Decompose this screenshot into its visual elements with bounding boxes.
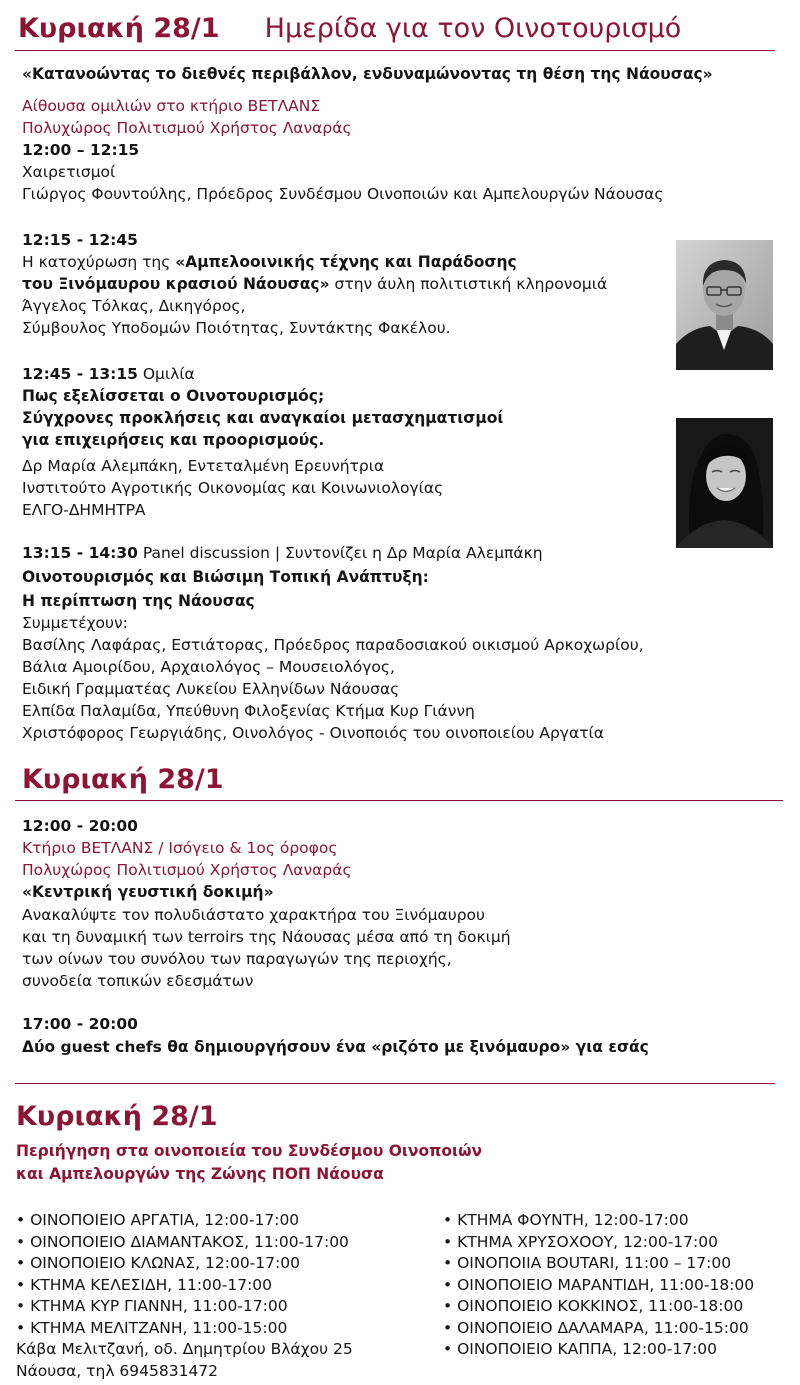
winery-list-item: • ΟΙΝΟΠΟΙΕΙΟ ΑΡΓΑΤΙΑ, 12:00-17:00 xyxy=(16,1211,300,1229)
winery-list-item: • ΟΙΝΟΠΟΙΕΙΟ ΚΛΩΝΑΣ, 12:00-17:00 xyxy=(16,1254,300,1272)
s2-line1-bold: «Αμπελοοινικής τέχνης και Παράδοσης xyxy=(175,253,517,271)
winery-list-item: Κάβα Μελιτζανή, οδ. Δημητρίου Βλάχου 25 xyxy=(16,1340,353,1358)
s4-line8: Χριστόφορος Γεωργιάδης, Οινολόγος - Οινοποιός του οινοποιείου Αργατία xyxy=(22,724,604,742)
winery-list-item: • ΟΙΝΟΠΟΙΕΙΟ ΜΑΡΑΝΤΙΔΗ, 11:00-18:00 xyxy=(443,1275,755,1294)
s4-line7: Ελπίδα Παλαμίδα, Υπεύθυνη Φιλοξενίας Κτήμα Κυρ Γιάννη xyxy=(22,702,475,720)
winery-list-item: • ΟΙΝΟΠΟΙΙΑ BOUTARI, 11:00 – 17:00 xyxy=(443,1254,732,1272)
section3-day: Κυριακή 28/1 xyxy=(16,1101,218,1132)
section2-event2: Δύο guest chefs θα δημιουργήσουν ένα «ριζότο με ξινόμαυρο» για εσάς xyxy=(22,1038,649,1056)
section2-venue1: Κτήριο ΒΕΤΛΑΝΣ / Ισόγειο & 1ος όροφος xyxy=(22,839,338,857)
s4-line4: Βασίλης Λαφάρας, Εστιάτορας, Πρόεδρος παραδοσιακού οικισμού Αρκοχωρίου, xyxy=(22,636,644,654)
section2-desc3: των οίνων του συνόλου των παραγωγών της περιοχής, xyxy=(22,950,452,968)
section1-day: Κυριακή 28/1 xyxy=(18,13,220,44)
s4-line3: Συμμετέχουν: xyxy=(22,614,128,632)
s4-line6: Ειδική Γραμματέας Λυκείου Ελληνίδων Νάουσας xyxy=(22,680,400,698)
s2-line2 xyxy=(22,274,607,294)
s3-line4: Δρ Μαρία Αλεμπάκη, Εντεταλμένη Ερευνήτρια xyxy=(22,457,385,475)
s3-line3: για επιχειρήσεις και προορισμούς. xyxy=(22,431,325,449)
s1-time: 12:00 – 12:15 xyxy=(22,141,140,159)
section2-rule xyxy=(15,800,783,801)
s3-time: 12:45 - 13:15 xyxy=(22,365,138,383)
s2-time: 12:15 - 12:45 xyxy=(22,231,138,249)
s3-line2: Σύγχρονες προκλήσεις και αναγκαίοι μετασχηματισμοί xyxy=(22,409,504,427)
speaker-photo-man xyxy=(676,240,773,370)
s3-line6: ΕΛΓΟ-ΔΗΜΗΤΡΑ xyxy=(22,501,146,519)
winery-list-item: • ΟΙΝΟΠΟΙΕΙΟ ΔΑΛΑΜΑΡΑ, 11:00-15:00 xyxy=(443,1318,749,1337)
s4-line1: Οινοτουρισμός και Βιώσιμη Τοπική Ανάπτυξη: xyxy=(22,568,429,586)
section1-venue2: Πολυχώρος Πολιτισμού Χρήστος Λαναράς xyxy=(22,119,352,137)
section3-sub1: Περιήγηση στα οινοποιεία του Συνδέσμου Οινοποιών xyxy=(16,1142,483,1160)
s2-line3: Άγγελος Τόλκας, Δικηγόρος, xyxy=(22,297,246,315)
section2-desc1: Ανακαλύψτε τον πολυδιάστατο χαρακτήρα του Ξινόμαυρου xyxy=(22,906,485,924)
section2-time2: 17:00 - 20:00 xyxy=(22,1015,138,1033)
s4-time: 13:15 - 14:30 xyxy=(22,544,138,562)
s1-line1: Χαιρετισμοί xyxy=(22,163,116,181)
s2-line1 xyxy=(22,252,517,272)
s2-line2-bold: του Ξινόμαυρου κρασιού Νάουσας» xyxy=(22,275,330,293)
s4-line2: Η περίπτωση της Νάουσας xyxy=(22,592,255,610)
section1-subtitle: «Κατανοώντας το διεθνές περιβάλλον, ενδυναμώνοντας τη θέση της Νάουσας» xyxy=(22,65,713,83)
s3-line1: Πως εξελίσσεται ο Οινοτουρισμός; xyxy=(22,387,325,405)
section3-top-rule xyxy=(15,1083,775,1084)
s4-time-row xyxy=(22,543,543,563)
woman-portrait-icon xyxy=(676,418,773,548)
winery-list-item: • ΚΤΗΜΑ ΚΕΛΕΣΙΔΗ, 11:00-17:00 xyxy=(16,1275,273,1294)
winery-list-item: Νάουσα, τηλ 6945831472 xyxy=(16,1361,219,1380)
winery-list-item: • ΚΤΗΜΑ ΧΡΥΣΟΧΟΟΥ, 12:00-17:00 xyxy=(443,1232,718,1251)
s3-line5: Ινστιτούτο Αγροτικής Οικονομίας και Κοινωνιολογίας xyxy=(22,479,444,497)
s4-line5: Βάλια Αμοιρίδου, Αρχαιολόγος – Μουσειολόγος, xyxy=(22,658,395,676)
section2-day: Κυριακή 28/1 xyxy=(22,764,224,795)
section2-time1: 12:00 - 20:00 xyxy=(22,817,138,835)
winery-list-item: • ΟΙΝΟΠΟΙΕΙΟ ΔΙΑΜΑΝΤΑΚΟΣ, 11:00-17:00 xyxy=(16,1232,349,1251)
s3-type: Ομιλία xyxy=(137,365,195,383)
section2-event-title: «Κεντρική γευστική δοκιμή» xyxy=(22,883,274,901)
winery-list-item: • ΚΤΗΜΑ ΚΥΡ ΓΙΑΝΝΗ, 11:00-17:00 xyxy=(16,1297,288,1315)
section3-sub2: και Αμπελουργών της Ζώνης ΠΟΠ Νάουσα xyxy=(16,1165,384,1183)
s2-line4: Σύμβουλος Υποδομών Ποιότητας, Συντάκτης Φακέλου. xyxy=(22,319,451,337)
s4-type: Panel discussion | Συντονίζει η Δρ Μαρία Αλεμπάκη xyxy=(137,544,543,562)
section2-venue2: Πολυχώρος Πολιτισμού Χρήστος Λαναράς xyxy=(22,861,352,879)
winery-list-item: • ΟΙΝΟΠΟΙΕΙΟ ΚΟΚΚΙΝΟΣ, 11:00-18:00 xyxy=(443,1297,744,1315)
winery-list-item: • ΚΤΗΜΑ ΦΟΥΝΤΗ, 12:00-17:00 xyxy=(443,1211,689,1229)
section1-venue1: Αίθουσα ομιλιών στο κτήριο ΒΕΤΛΑΝΣ xyxy=(22,97,321,115)
winery-list-item: • ΚΤΗΜΑ ΜΕΛΙΤΖΑΝΗ, 11:00-15:00 xyxy=(16,1318,288,1337)
section2-desc2: και τη δυναμική των terroirs της Νάουσας μέσα από τη δοκιμή xyxy=(22,928,511,946)
section1-header xyxy=(18,12,681,46)
s2-line1-pre: Η κατοχύρωση της xyxy=(22,253,176,271)
section1-rule xyxy=(15,50,775,51)
s3-time-row xyxy=(22,364,195,384)
winery-list-item: • ΟΙΝΟΠΟΙΕΙΟ ΚΑΠΠΑ, 12:00-17:00 xyxy=(443,1340,718,1358)
section1-title: Ημερίδα για τον Οινοτουρισμό xyxy=(264,13,682,44)
man-portrait-icon xyxy=(676,240,773,370)
speaker-photo-woman xyxy=(676,418,773,548)
s1-line2: Γιώργος Φουντούλης, Πρόεδρος Συνδέσμου Οινοποιών και Αμπελουργών Νάουσας xyxy=(22,185,664,203)
section2-desc4: συνοδεία τοπικών εδεσμάτων xyxy=(22,972,254,990)
s2-line2-post: στην άυλη πολιτιστική κληρονομιά xyxy=(329,275,608,293)
